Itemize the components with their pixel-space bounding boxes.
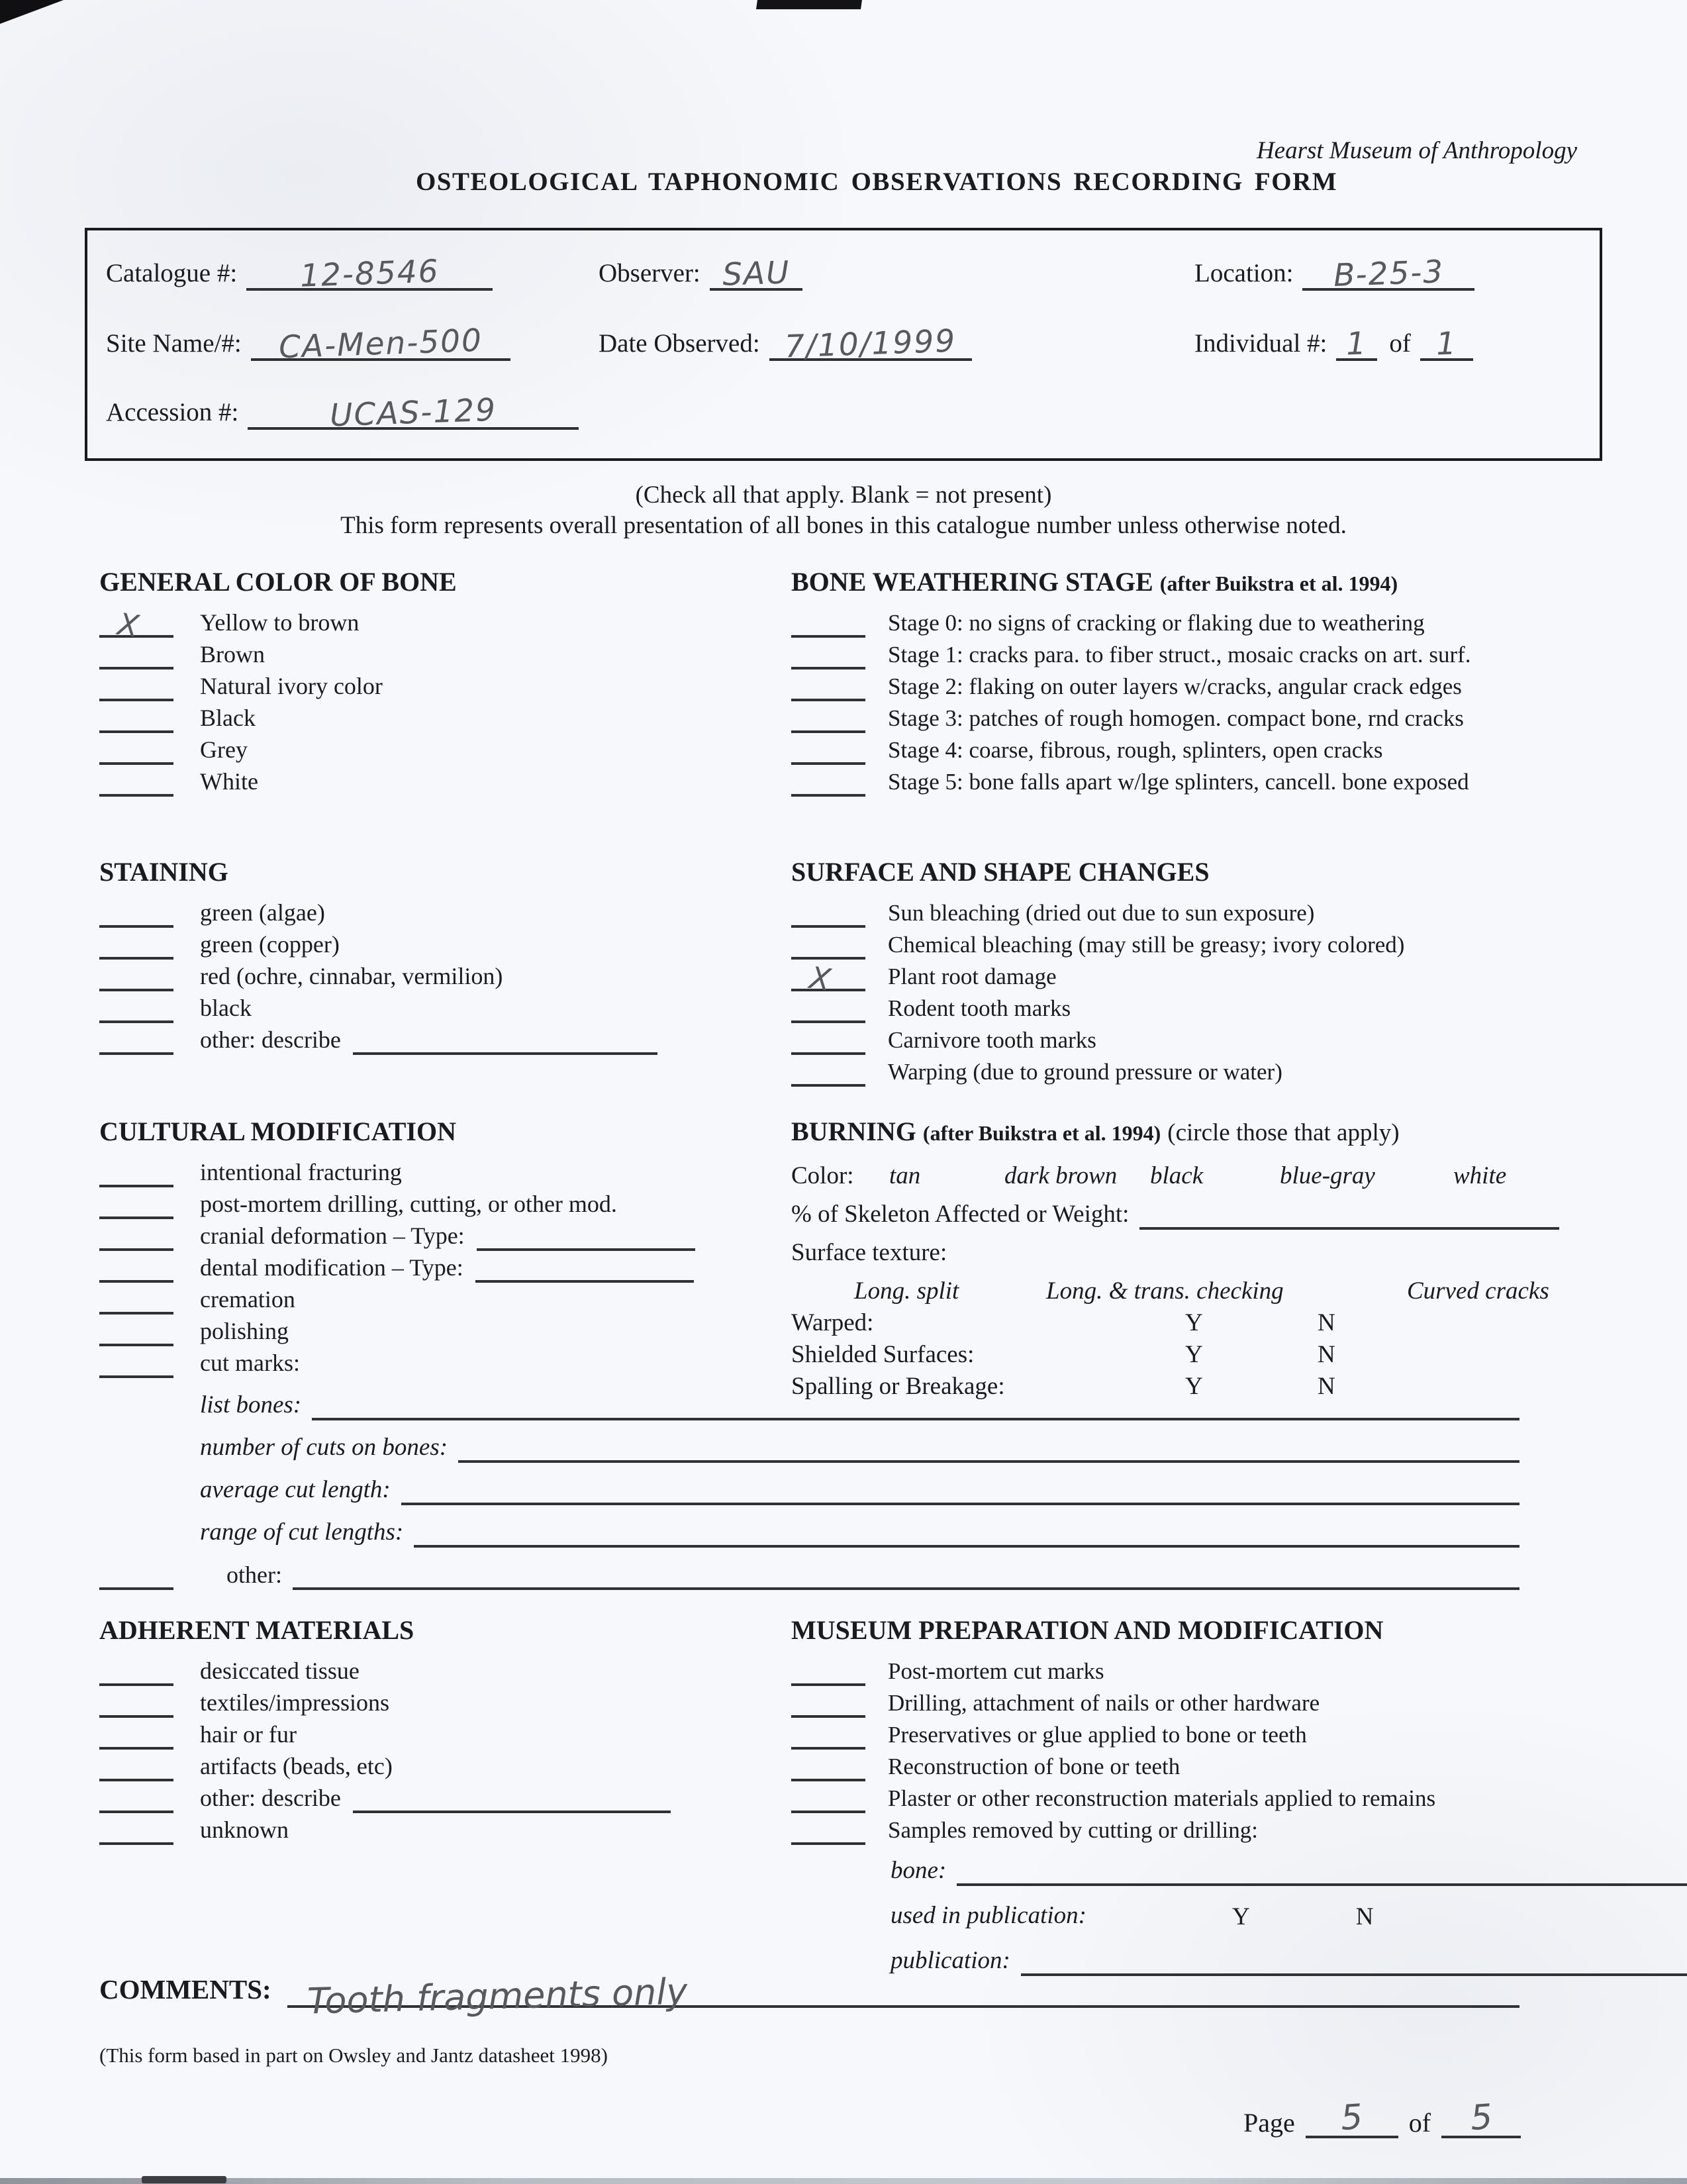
fill-in-line[interactable] bbox=[293, 1583, 1519, 1590]
checklist-item bbox=[791, 1781, 1687, 1813]
instruction-line-2: This form represents overall presentation of all bones in this catalogue number unless otherwise noted. bbox=[340, 512, 1347, 539]
checkbox-blank[interactable] bbox=[791, 1807, 865, 1813]
fill-in-line[interactable] bbox=[401, 1499, 1519, 1505]
item-label: Plaster or other reconstruction materials applied to remains bbox=[888, 1785, 1436, 1811]
observer-input-line[interactable] bbox=[710, 254, 802, 293]
scan-artifact-top-strip bbox=[756, 0, 862, 9]
shielded-label: Shielded Surfaces: bbox=[791, 1341, 975, 1368]
publication-field bbox=[891, 1931, 1687, 1976]
shielded-yes-option[interactable]: Y bbox=[1185, 1341, 1203, 1368]
checkbox-blank[interactable] bbox=[99, 1775, 173, 1781]
fill-in-line[interactable] bbox=[312, 1414, 1519, 1420]
comments-field bbox=[99, 1970, 1519, 2022]
cut-marks-sub-field bbox=[200, 1420, 1519, 1463]
fill-in-line[interactable] bbox=[458, 1456, 1519, 1463]
checklist-item bbox=[791, 896, 1404, 928]
comments-fill-in-line[interactable] bbox=[287, 1970, 1519, 2022]
catalogue-input-line[interactable] bbox=[246, 253, 493, 295]
checkbox-blank[interactable] bbox=[99, 758, 173, 765]
item-label: Post-mortem cut marks bbox=[888, 1658, 1104, 1684]
accession-input-line[interactable] bbox=[248, 391, 579, 434]
date-value: 7/10/1999 bbox=[784, 323, 957, 366]
describe-fill-in-line[interactable] bbox=[353, 1807, 671, 1813]
item-label: Sun bleaching (dried out due to sun exposure) bbox=[888, 900, 1315, 926]
color-option-tan[interactable]: tan bbox=[889, 1162, 921, 1189]
checklist-item bbox=[791, 1813, 1687, 1845]
item-label: Preservatives or glue applied to bone or teeth bbox=[888, 1722, 1307, 1748]
warped-yes-option[interactable]: Y bbox=[1185, 1309, 1203, 1336]
location-field bbox=[1194, 254, 1474, 294]
checklist-item bbox=[791, 733, 1471, 765]
checklist-item bbox=[99, 896, 657, 928]
item-label: Carnivore tooth marks bbox=[888, 1027, 1096, 1053]
section-title: CULTURAL MODIFICATION bbox=[99, 1117, 456, 1146]
accession-field bbox=[106, 391, 579, 434]
comments-label: COMMENTS: bbox=[99, 1974, 271, 2005]
checkbox-blank[interactable] bbox=[791, 921, 865, 928]
checklist-item bbox=[791, 1023, 1404, 1055]
section-title bbox=[791, 566, 1471, 606]
checkbox-blank[interactable] bbox=[791, 631, 865, 638]
describe-fill-in-line[interactable] bbox=[353, 1048, 657, 1055]
page-number-field bbox=[1243, 2097, 1531, 2139]
checkbox-blank[interactable] bbox=[99, 695, 173, 701]
catalogue-value: 12-8546 bbox=[299, 253, 440, 295]
section-title bbox=[791, 1116, 1559, 1156]
checklist-item bbox=[791, 1654, 1687, 1686]
scan-artifact-corner bbox=[0, 0, 64, 24]
checklist-item bbox=[99, 991, 657, 1023]
section-staining bbox=[99, 856, 657, 1055]
texture-option-curved-cracks[interactable]: Curved cracks bbox=[1407, 1277, 1549, 1305]
catalogue-field bbox=[106, 253, 493, 295]
section-title: ADHERENT MATERIALS bbox=[99, 1615, 414, 1645]
checkbox-blank[interactable] bbox=[99, 790, 173, 797]
individual-number: 1 bbox=[1345, 325, 1369, 363]
section-burning bbox=[791, 1116, 1559, 1401]
check-mark: X bbox=[807, 960, 834, 998]
sub-field-label: list bones: bbox=[200, 1391, 302, 1418]
checkbox-blank[interactable] bbox=[99, 606, 173, 644]
spalling-row bbox=[791, 1369, 1559, 1401]
checkbox-blank[interactable] bbox=[99, 1181, 173, 1187]
type-fill-in-line[interactable] bbox=[477, 1244, 695, 1251]
item-label: post-mortem drilling, cutting, or other mod. bbox=[200, 1191, 617, 1217]
item-label: Warping (due to ground pressure or water) bbox=[888, 1059, 1282, 1085]
checklist-item bbox=[99, 1023, 657, 1055]
item-label: black bbox=[200, 995, 252, 1021]
checklist-item bbox=[791, 1055, 1404, 1087]
checklist-item bbox=[99, 1781, 671, 1813]
accession-value: UCAS-129 bbox=[329, 391, 498, 434]
individual-field bbox=[1194, 325, 1473, 363]
burning-color-row bbox=[791, 1156, 1559, 1190]
date-observed-field bbox=[599, 323, 972, 366]
checklist-item bbox=[99, 1750, 671, 1781]
checklist-item bbox=[99, 1718, 671, 1750]
checkbox-blank[interactable] bbox=[791, 790, 865, 797]
observer-field bbox=[599, 254, 802, 293]
item-label: White bbox=[200, 768, 258, 795]
scan-artifact-smudge bbox=[142, 2176, 226, 2183]
item-label: red (ochre, cinnabar, vermilion) bbox=[200, 963, 503, 989]
color-option-dark-brown[interactable]: dark brown bbox=[1004, 1162, 1118, 1189]
spalling-yes-option[interactable]: Y bbox=[1185, 1373, 1203, 1400]
location-input-line[interactable] bbox=[1302, 254, 1474, 294]
observer-value: SAU bbox=[721, 254, 791, 293]
item-label: Chemical bleaching (may still be greasy; ivory colored) bbox=[888, 932, 1405, 958]
checkbox-blank[interactable] bbox=[99, 953, 173, 960]
checklist-item bbox=[791, 765, 1471, 797]
section-title: STAINING bbox=[99, 857, 228, 887]
section-adherent-materials bbox=[99, 1614, 671, 1845]
catalogue-label: Catalogue #: bbox=[106, 259, 238, 287]
section-bone-weathering bbox=[791, 566, 1471, 797]
item-label: Plant root damage bbox=[888, 964, 1057, 989]
checklist-item bbox=[99, 1686, 671, 1718]
checkbox-blank[interactable] bbox=[791, 663, 865, 670]
museum-credit: Hearst Museum of Anthropology bbox=[1256, 137, 1577, 164]
location-value: B-25-3 bbox=[1333, 254, 1445, 294]
section-title: GENERAL COLOR OF BONE bbox=[99, 567, 457, 597]
item-label: Natural ivory color bbox=[200, 673, 383, 699]
checklist-item bbox=[791, 1750, 1687, 1781]
checkbox-blank[interactable] bbox=[99, 1308, 173, 1315]
warped-no-option[interactable]: N bbox=[1318, 1309, 1335, 1336]
item-label: artifacts (beads, etc) bbox=[200, 1753, 393, 1779]
checklist-item bbox=[99, 670, 457, 701]
item-label: Yellow to brown bbox=[200, 609, 360, 636]
checklist-item bbox=[99, 928, 657, 960]
color-label: Color: bbox=[791, 1162, 854, 1189]
type-fill-in-line[interactable] bbox=[475, 1276, 694, 1283]
site-label: Site Name/#: bbox=[106, 329, 242, 358]
shielded-surfaces-row bbox=[791, 1337, 1559, 1369]
section-title-text: BONE WEATHERING STAGE bbox=[791, 567, 1153, 597]
instruction-line-1: (Check all that apply. Blank = not present) bbox=[635, 481, 1052, 509]
used-in-publication-field bbox=[891, 1886, 1687, 1931]
checkbox-blank[interactable] bbox=[791, 1679, 865, 1686]
fill-in-line[interactable] bbox=[957, 1879, 1687, 1886]
individual-of-label: of bbox=[1389, 329, 1411, 358]
page-of-label: of bbox=[1408, 2108, 1431, 2138]
checklist-item bbox=[791, 928, 1404, 960]
page-label: Page bbox=[1243, 2108, 1295, 2138]
fill-in-line[interactable] bbox=[1139, 1223, 1559, 1230]
page-total-line[interactable] bbox=[1441, 2097, 1521, 2139]
spalling-label: Spalling or Breakage: bbox=[791, 1373, 1005, 1400]
checkbox-blank[interactable] bbox=[791, 1743, 865, 1750]
checklist-item bbox=[791, 991, 1404, 1023]
checkbox-blank[interactable] bbox=[791, 1838, 865, 1845]
burning-pct-field bbox=[791, 1190, 1559, 1230]
site-value: CA-Men-500 bbox=[278, 322, 483, 366]
site-field bbox=[106, 322, 510, 366]
checkbox-blank[interactable] bbox=[99, 1340, 173, 1346]
site-input-line[interactable] bbox=[251, 322, 510, 366]
checkbox-blank[interactable] bbox=[99, 1679, 173, 1686]
item-label: dental modification – Type: bbox=[200, 1254, 463, 1281]
footer-note: (This form based in part on Owsley and Jantz datasheet 1998) bbox=[99, 2044, 608, 2067]
spalling-no-option[interactable]: N bbox=[1318, 1373, 1335, 1400]
item-label: Stage 4: coarse, fibrous, rough, splinters, open cracks bbox=[888, 737, 1383, 763]
item-label: Rodent tooth marks bbox=[888, 995, 1071, 1021]
checklist-item bbox=[791, 638, 1471, 670]
warped-row bbox=[791, 1305, 1559, 1337]
item-label: unknown bbox=[200, 1816, 289, 1843]
item-label: Stage 3: patches of rough homogen. compact bone, rnd cracks bbox=[888, 705, 1464, 731]
sub-field-label: range of cut lengths: bbox=[200, 1518, 404, 1546]
item-label: green (algae) bbox=[200, 899, 325, 926]
checkbox-blank[interactable] bbox=[99, 1213, 173, 1219]
location-label: Location: bbox=[1194, 259, 1294, 287]
checkbox-blank[interactable] bbox=[99, 1743, 173, 1750]
sub-field-label: number of cuts on bones: bbox=[200, 1434, 448, 1461]
bone-sample-field bbox=[891, 1845, 1687, 1886]
check-mark: X bbox=[115, 606, 142, 644]
checkbox-blank[interactable] bbox=[791, 726, 865, 733]
checklist-item bbox=[99, 765, 457, 797]
checkbox-blank[interactable] bbox=[99, 1244, 173, 1251]
checklist-item bbox=[99, 960, 657, 991]
observer-label: Observer: bbox=[599, 259, 700, 287]
surface-texture-options-row bbox=[791, 1267, 1559, 1305]
bone-label: bone: bbox=[891, 1857, 947, 1884]
item-label: intentional fracturing bbox=[200, 1159, 402, 1185]
texture-option-checking[interactable]: Long. & trans. checking bbox=[1046, 1277, 1284, 1305]
item-label: Stage 0: no signs of cracking or flaking due to weathering bbox=[888, 610, 1425, 636]
item-label: cut marks: bbox=[200, 1350, 300, 1376]
checklist-item bbox=[791, 960, 1404, 998]
section-title: SURFACE AND SHAPE CHANGES bbox=[791, 857, 1210, 887]
checkbox-blank[interactable] bbox=[791, 953, 865, 960]
checklist-item bbox=[99, 1813, 671, 1845]
header-info-box bbox=[85, 228, 1602, 461]
checkbox-blank[interactable] bbox=[791, 1048, 865, 1055]
checklist-item bbox=[791, 1686, 1687, 1718]
checkbox-blank[interactable] bbox=[99, 726, 173, 733]
pct-label: % of Skeleton Affected or Weight: bbox=[791, 1201, 1130, 1228]
checkbox-blank[interactable] bbox=[99, 663, 173, 670]
other-label: other: bbox=[226, 1562, 282, 1588]
checkbox-blank[interactable] bbox=[99, 1276, 173, 1283]
cut-marks-sub-field bbox=[200, 1505, 1519, 1548]
checkbox-blank[interactable] bbox=[791, 960, 865, 998]
item-label: cranial deformation – Type: bbox=[200, 1222, 465, 1249]
checkbox-blank[interactable] bbox=[99, 1838, 173, 1845]
checkbox-blank[interactable] bbox=[791, 1017, 865, 1023]
item-label: desiccated tissue bbox=[200, 1658, 360, 1684]
color-option-blue-gray[interactable]: blue-gray bbox=[1280, 1162, 1375, 1189]
item-label: Stage 1: cracks para. to fiber struct., mosaic cracks on art. surf. bbox=[888, 642, 1471, 668]
checkbox-blank[interactable] bbox=[791, 1711, 865, 1718]
checkbox-blank[interactable] bbox=[99, 1583, 173, 1590]
checkbox-blank[interactable] bbox=[99, 921, 173, 928]
scan-artifact-bottom-edge bbox=[0, 2178, 1687, 2184]
checkbox-blank[interactable] bbox=[99, 1017, 173, 1023]
checklist-item bbox=[791, 606, 1471, 638]
section-surface-shape-changes bbox=[791, 856, 1404, 1087]
date-observed-label: Date Observed: bbox=[599, 329, 760, 358]
shielded-no-option[interactable]: N bbox=[1318, 1341, 1335, 1368]
checkbox-blank[interactable] bbox=[791, 1775, 865, 1781]
color-option-white[interactable]: white bbox=[1453, 1162, 1507, 1189]
page-number-line[interactable] bbox=[1306, 2097, 1398, 2139]
used-in-publication-label: used in publication: bbox=[891, 1902, 1086, 1929]
surface-texture-label-row bbox=[791, 1230, 1559, 1267]
publication-label: publication: bbox=[891, 1947, 1010, 1974]
comments-value: Tooth fragments only bbox=[306, 1970, 688, 2022]
section-title: MUSEUM PREPARATION AND MODIFICATION bbox=[791, 1615, 1384, 1645]
individual-total-line[interactable] bbox=[1420, 325, 1473, 363]
checklist-item bbox=[791, 701, 1471, 733]
item-label: hair or fur bbox=[200, 1721, 297, 1748]
checklist-item bbox=[791, 1718, 1687, 1750]
checklist-item bbox=[99, 606, 457, 644]
accession-label: Accession #: bbox=[106, 398, 239, 426]
item-label: cremation bbox=[200, 1286, 295, 1313]
checkbox-blank[interactable] bbox=[99, 1807, 173, 1813]
surface-texture-label: Surface texture: bbox=[791, 1239, 947, 1266]
checkbox-blank[interactable] bbox=[99, 1711, 173, 1718]
item-label: textiles/impressions bbox=[200, 1689, 389, 1716]
checkbox-blank[interactable] bbox=[791, 758, 865, 765]
section-title-suffix: (after Buikstra et al. 1994) bbox=[922, 1121, 1161, 1145]
item-label: Brown bbox=[200, 641, 265, 668]
item-label: other: describe bbox=[200, 1026, 341, 1053]
section-title-text: BURNING bbox=[791, 1117, 916, 1146]
checkbox-blank[interactable] bbox=[791, 1080, 865, 1087]
publication-no-option[interactable]: N bbox=[1355, 1903, 1374, 1930]
texture-option-long-split[interactable]: Long. split bbox=[854, 1277, 959, 1305]
item-label: Black bbox=[200, 705, 256, 731]
checklist-item bbox=[99, 1654, 671, 1686]
other-field bbox=[99, 1548, 1519, 1590]
individual-total: 1 bbox=[1435, 325, 1458, 363]
item-label: Reconstruction of bone or teeth bbox=[888, 1754, 1181, 1779]
color-option-black[interactable]: black bbox=[1150, 1162, 1204, 1189]
item-label: Stage 5: bone falls apart w/lge splinters, cancell. bone exposed bbox=[888, 769, 1469, 795]
page-title: OSTEOLOGICAL TAPHONOMIC OBSERVATIONS RECORDING FORM bbox=[415, 168, 1338, 196]
checklist-item bbox=[99, 701, 457, 733]
checklist-item bbox=[791, 670, 1471, 701]
checkbox-blank[interactable] bbox=[99, 985, 173, 991]
individual-number-line[interactable] bbox=[1336, 325, 1377, 363]
section-title-suffix: (after Buikstra et al. 1994) bbox=[1159, 571, 1398, 595]
checklist-item bbox=[99, 638, 457, 670]
section-title-note: (circle those that apply) bbox=[1167, 1119, 1400, 1146]
page-number-value: 5 bbox=[1339, 2097, 1365, 2139]
publication-yes-option[interactable]: Y bbox=[1231, 1903, 1250, 1930]
date-input-line[interactable] bbox=[769, 323, 972, 366]
checkbox-blank[interactable] bbox=[99, 1048, 173, 1055]
checklist-item bbox=[99, 733, 457, 765]
fill-in-line[interactable] bbox=[414, 1541, 1519, 1548]
checkbox-blank[interactable] bbox=[791, 695, 865, 701]
item-label: Grey bbox=[200, 736, 248, 763]
warped-label: Warped: bbox=[791, 1309, 874, 1336]
item-label: green (copper) bbox=[200, 931, 340, 958]
sub-field-label: average cut length: bbox=[200, 1476, 391, 1503]
item-label: polishing bbox=[200, 1318, 289, 1344]
item-label: Drilling, attachment of nails or other hardware bbox=[888, 1690, 1320, 1716]
individual-label: Individual #: bbox=[1194, 329, 1327, 358]
item-label: Stage 2: flaking on outer layers w/cracks, angular crack edges bbox=[888, 673, 1462, 699]
page-total-value: 5 bbox=[1469, 2097, 1494, 2139]
section-general-color bbox=[99, 566, 457, 797]
cut-marks-sub-field bbox=[200, 1463, 1519, 1505]
item-label: Samples removed by cutting or drilling: bbox=[888, 1817, 1258, 1843]
item-label: other: describe bbox=[200, 1785, 341, 1811]
checkbox-blank[interactable] bbox=[99, 1371, 173, 1378]
section-museum-preparation bbox=[791, 1614, 1687, 1976]
